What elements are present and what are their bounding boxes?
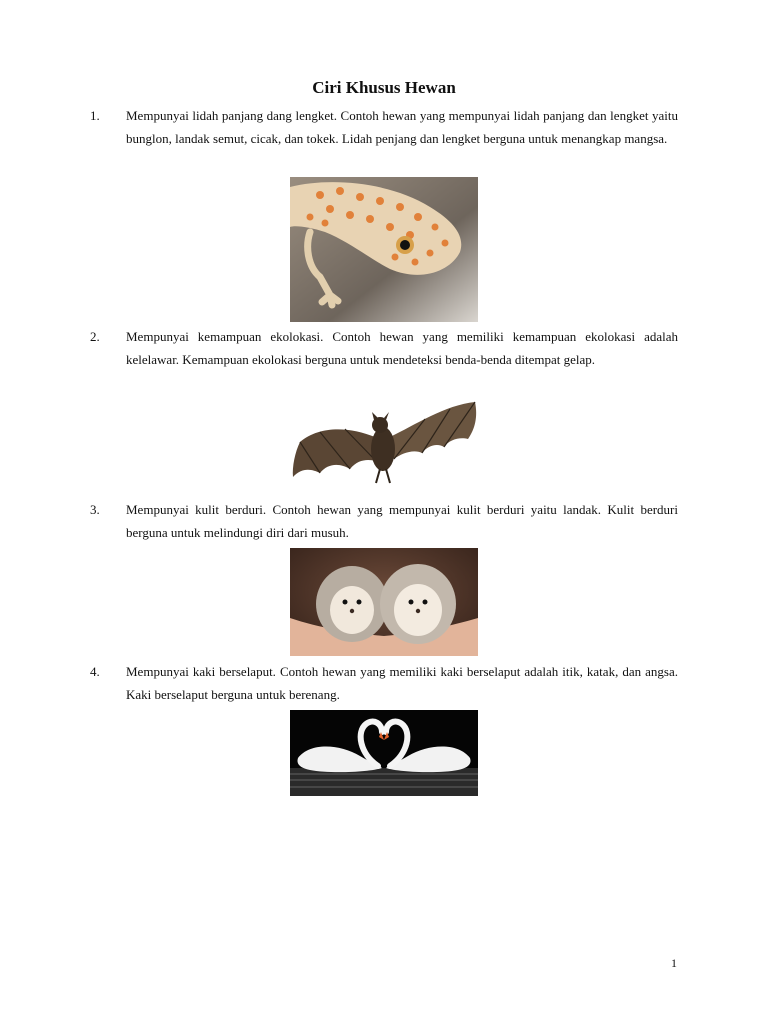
bat-image — [290, 397, 478, 495]
item-text: Mempunyai kaki berselaput. Contoh hewan yang memiliki kaki berselaput adalah itik, katak, dan angsa. Kaki berselaput berguna untuk berenang. — [126, 664, 678, 702]
page-number: 1 — [671, 956, 677, 970]
item-number: 2. — [90, 329, 100, 344]
list-item — [90, 326, 678, 371]
hedgehog-image — [290, 548, 478, 656]
page-title: Ciri Khusus Hewan — [312, 78, 456, 97]
item-number: 4. — [90, 664, 100, 679]
swans-image — [290, 710, 478, 796]
list-item — [90, 105, 678, 150]
item-text: Mempunyai kemampuan ekolokasi. Contoh hewan yang memiliki kemampuan ekolokasi adalah kelelawar. Kemampuan ekolokasi berguna untuk mendeteksi benda-benda ditempat gelap. — [126, 329, 678, 367]
item-text: Mempunyai kulit berduri. Contoh hewan yang mempunyai kulit berduri yaitu landak. Kulit berduri berguna untuk melindungi diri dari musuh. — [126, 502, 678, 540]
item-number: 3. — [90, 502, 100, 517]
gecko-image — [290, 177, 478, 322]
item-text: Mempunyai lidah panjang dang lengket. Contoh hewan yang mempunyai lidah panjang dan lengket yaitu bunglon, landak semut, cicak, dan tokek. Lidah penjang dan lengket berguna untuk menangkap mangsa. — [126, 108, 678, 146]
list-item — [90, 661, 678, 706]
item-number: 1. — [90, 108, 100, 123]
list-item — [90, 499, 678, 544]
